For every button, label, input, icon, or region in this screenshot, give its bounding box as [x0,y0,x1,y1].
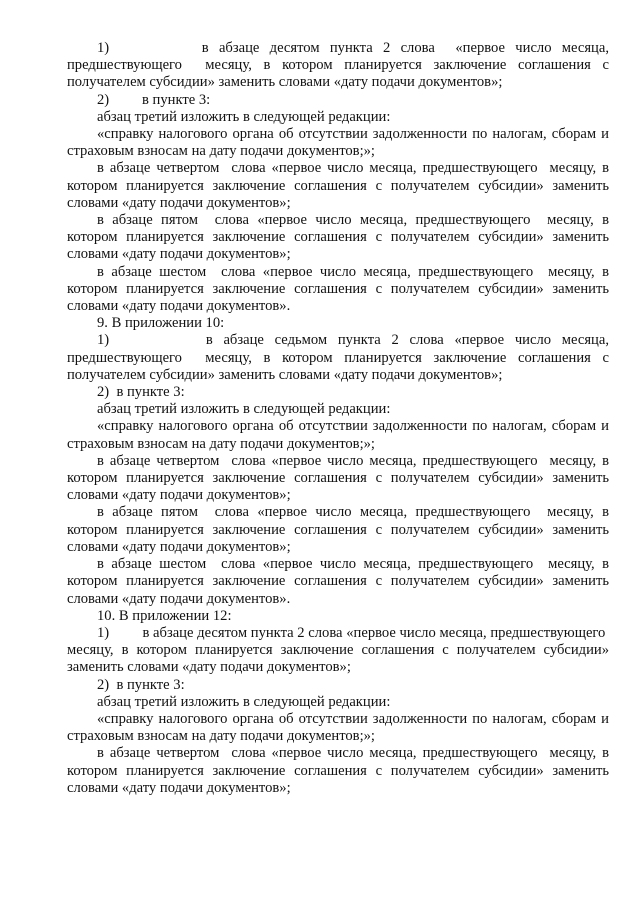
paragraph-4: «справку налогового органа об отсутствии задолженности по налогам, сборам и страховым взносам на дату подачи документов;»; [67,126,609,160]
paragraph-5: в абзаце четвертом слова «первое число месяца, предшествующего месяцу, в котором планируется заключение соглашения с получателем субсидии» заменить словами «дату подачи документов»; [67,160,609,211]
paragraph-19: абзац третий изложить в следующей редакции: [97,693,391,710]
paragraph-20: «справку налогового органа об отсутствии задолженности по налогам, сборам и страховым взносам на дату подачи документов;»; [67,710,609,745]
paragraph-18: 2) в пункте 3: [97,676,185,693]
paragraph-6: в абзаце пятом слова «первое число месяца, предшествующего месяцу, в котором планируется заключение соглашения с получателем субсидии» заменить словами «дату подачи документов»; [67,212,609,263]
paragraph-14: в абзаце пятом слова «первое число месяца, предшествующего месяцу, в котором планируется заключение соглашения с получателем субсидии» заменить словами «дату подачи документов»; [67,504,609,555]
paragraph-9: 1) в абзаце седьмом пункта 2 слова «первое число месяца, предшествующего месяцу, в котором планируется заключение соглашения с получателем субсидии» заменить словами «дату подачи документов»; [67,332,609,383]
paragraph-2: 2) в пункте 3: [97,91,211,108]
paragraph-3: абзац третий изложить в следующей редакции: [97,108,391,125]
paragraph-21: в абзаце четвертом слова «первое число месяца, предшествующего месяцу, в котором планируется заключение соглашения с получателем субсидии» заменить словами «дату подачи документов»; [67,745,609,796]
paragraph-10: 2) в пункте 3: [97,384,185,401]
paragraph-15: в абзаце шестом слова «первое число месяца, предшествующего месяцу, в котором планируется заключение соглашения с получателем субсидии» заменить словами «дату подачи документов». [67,556,609,607]
document-body [67,40,609,797]
paragraph-12: «справку налогового органа об отсутствии задолженности по налогам, сборам и страховым взносам на дату подачи документов;»; [67,418,609,452]
paragraph-17: 1) в абзаце десятом пункта 2 слова «первое число месяца, предшествующего месяцу, в котором планируется заключение соглашения с получателем субсидии» заменить словами «дату подачи документов»; [67,624,609,676]
paragraph-1: 1) в абзаце десятом пункта 2 слова «первое число месяца, предшествующего месяцу, в котором планируется заключение соглашения с получателем субсидии» заменить словами «дату подачи документов»; [67,40,609,91]
paragraph-16: 10. В приложении 12: [97,607,232,624]
paragraph-13: в абзаце четвертом слова «первое число месяца, предшествующего месяцу, в котором планируется заключение соглашения с получателем субсидии» заменить словами «дату подачи документов»; [67,452,609,504]
paragraph-11: абзац третий изложить в следующей редакции: [97,401,391,418]
paragraph-8: 9. В приложении 10: [97,315,225,332]
paragraph-7: в абзаце шестом слова «первое число месяца, предшествующего месяцу, в котором планируется заключение соглашения с получателем субсидии» заменить словами «дату подачи документов». [67,263,609,315]
